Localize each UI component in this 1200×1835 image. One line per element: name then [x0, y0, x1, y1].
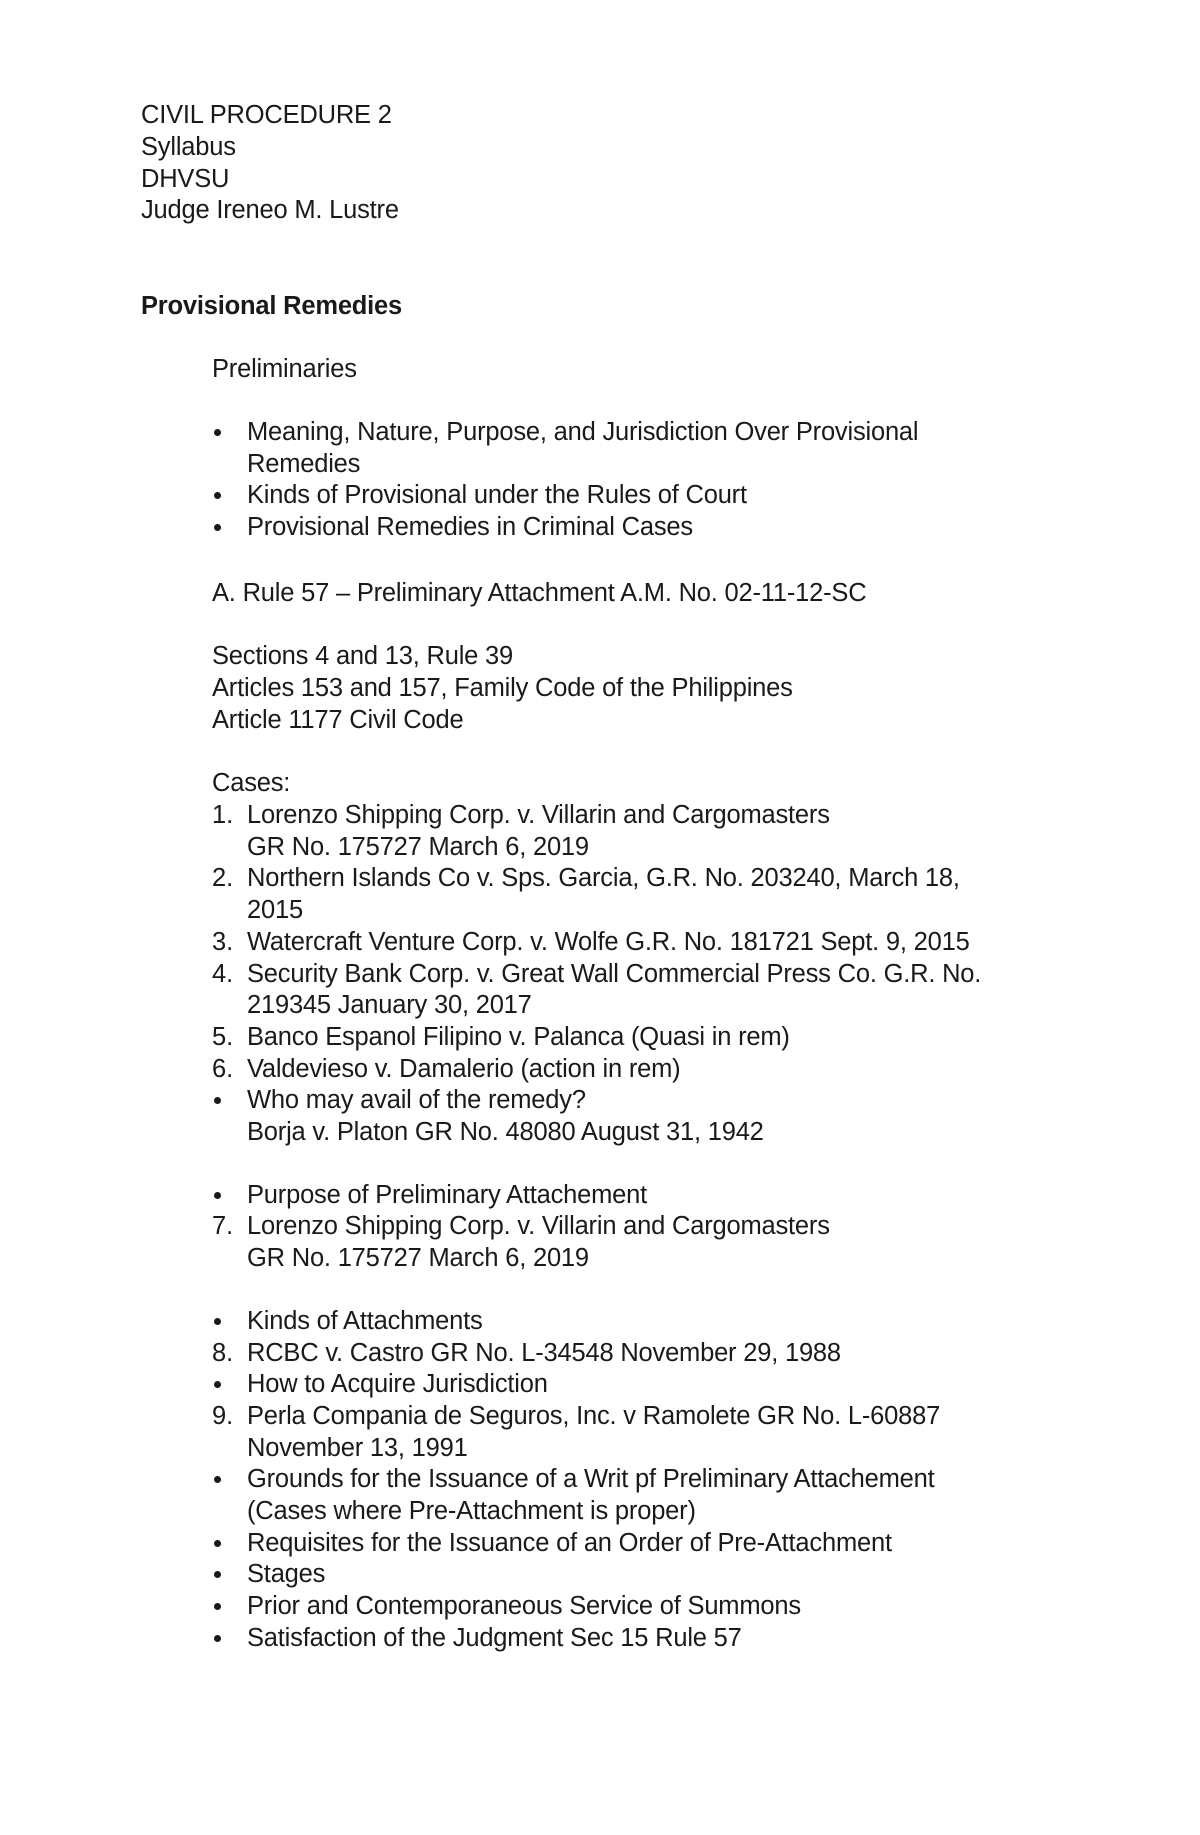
list-number: 8.	[212, 1338, 234, 1367]
case-item: Grounds for the Issuance of a Writ pf Preliminary Attachement	[247, 1465, 935, 1494]
list-number: 4.	[212, 959, 234, 988]
case-item: Watercraft Venture Corp. v. Wolfe G.R. No. 181721 Sept. 9, 2015	[247, 927, 970, 956]
bullet-icon	[214, 1097, 221, 1104]
case-item: Borja v. Platon GR No. 48080 August 31, 1942	[247, 1118, 764, 1146]
preliminaries-heading: Preliminaries	[212, 355, 357, 383]
institution: DHVSU	[141, 165, 230, 193]
cases-heading: Cases:	[212, 769, 291, 797]
case-item: Lorenzo Shipping Corp. v. Villarin and Cargomasters	[247, 1212, 830, 1241]
list-number: 2.	[212, 864, 234, 893]
bullet-icon	[214, 1603, 221, 1610]
bullet-icon	[214, 429, 221, 436]
list-item: Kinds of Provisional under the Rules of Court	[247, 481, 747, 510]
list-item: Remedies	[247, 449, 361, 478]
rule-heading: A. Rule 57 – Preliminary Attachment A.M. No. 02-11-12-SC	[212, 579, 867, 607]
bullet-icon	[214, 1318, 221, 1325]
case-item: GR No. 175727 March 6, 2019	[247, 1244, 589, 1273]
case-item: Purpose of Preliminary Attachement	[247, 1180, 647, 1209]
list-number: 9.	[212, 1401, 234, 1430]
bullet-icon	[214, 524, 221, 531]
case-item: RCBC v. Castro GR No. L-34548 November 29, 1988	[247, 1338, 841, 1367]
case-item: Valdevieso v. Damalerio (action in rem)	[247, 1054, 681, 1083]
case-item: November 13, 1991	[247, 1433, 468, 1462]
document-type: Syllabus	[141, 133, 236, 161]
bullet-icon	[214, 1192, 221, 1199]
case-item: 219345 January 30, 2017	[247, 991, 532, 1020]
bullet-icon	[214, 492, 221, 499]
list-number: 7.	[212, 1212, 234, 1241]
case-item: (Cases where Pre-Attachment is proper)	[247, 1497, 696, 1525]
reference-line: Article 1177 Civil Code	[212, 706, 464, 734]
case-item: 2015	[247, 896, 303, 925]
bullet-icon	[214, 1635, 221, 1642]
course-title: CIVIL PROCEDURE 2	[141, 101, 392, 129]
case-item: Satisfaction of the Judgment Sec 15 Rule 57	[247, 1623, 742, 1652]
case-item: Northern Islands Co v. Sps. Garcia, G.R. No. 203240, March 18,	[247, 864, 960, 893]
case-item: Banco Espanol Filipino v. Palanca (Quasi in rem)	[247, 1022, 790, 1051]
instructor: Judge Ireneo M. Lustre	[141, 196, 399, 224]
list-item: Meaning, Nature, Purpose, and Jurisdiction Over Provisional	[247, 418, 919, 446]
reference-line: Articles 153 and 157, Family Code of the Philippines	[212, 674, 793, 702]
case-item: Kinds of Attachments	[247, 1306, 483, 1335]
list-number: 5.	[212, 1022, 234, 1051]
list-item: Provisional Remedies in Criminal Cases	[247, 513, 693, 542]
bullet-icon	[214, 1571, 221, 1578]
bullet-icon	[214, 1381, 221, 1388]
list-number: 3.	[212, 927, 234, 956]
case-item: Lorenzo Shipping Corp. v. Villarin and Cargomasters	[247, 801, 830, 829]
section-title: Provisional Remedies	[141, 292, 403, 320]
case-item: Requisites for the Issuance of an Order of Pre-Attachment	[247, 1528, 892, 1557]
list-number: 6.	[212, 1054, 234, 1083]
case-item: Perla Compania de Seguros, Inc. v Ramolete GR No. L-60887	[247, 1401, 941, 1430]
case-item: How to Acquire Jurisdiction	[247, 1370, 548, 1399]
case-item: Prior and Contemporaneous Service of Summons	[247, 1592, 801, 1621]
bullet-icon	[214, 1476, 221, 1483]
case-item: Stages	[247, 1560, 326, 1589]
bullet-icon	[214, 1540, 221, 1547]
reference-line: Sections 4 and 13, Rule 39	[212, 642, 514, 670]
case-item: GR No. 175727 March 6, 2019	[247, 832, 589, 861]
case-item: Who may avail of the remedy?	[247, 1086, 586, 1115]
list-number: 1.	[212, 801, 234, 829]
case-item: Security Bank Corp. v. Great Wall Commercial Press Co. G.R. No.	[247, 959, 982, 988]
